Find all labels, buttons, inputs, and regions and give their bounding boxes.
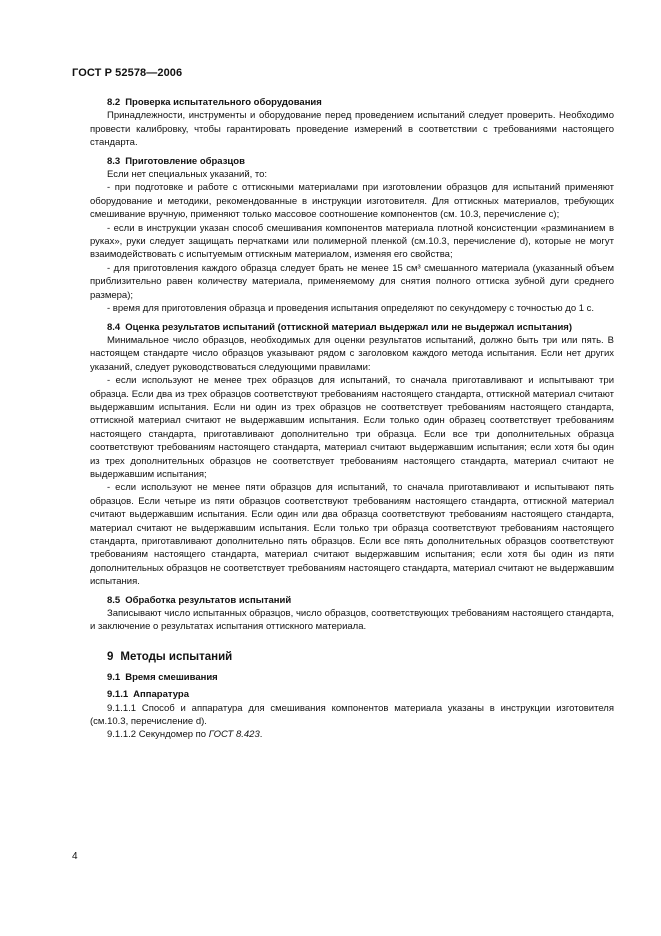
paragraph-text: 9.1.1.2 Секундомер по	[107, 729, 209, 741]
page-content	[90, 96, 614, 742]
paragraph-text: .	[259, 729, 263, 741]
paragraph: Записывают число испытанных образцов, число образцов, соответствующих требованиям настоящего стандарта, и заключение о результатах испытания оттискного материала.	[90, 608, 614, 633]
section-title: Время смешивания	[125, 671, 218, 683]
paragraph: Если нет специальных указаний, то:	[107, 169, 268, 181]
section-heading-9-1	[90, 671, 614, 684]
section-title: Оценка результатов испытаний (оттискной материал выдержал или не выдержал испытания)	[125, 321, 573, 333]
section-number: 8.3	[107, 155, 121, 167]
page-number: 4	[72, 851, 78, 862]
section-title: Проверка испытательного оборудования	[125, 97, 322, 108]
section-heading-8-2	[90, 96, 614, 109]
list-item: - для приготовления каждого образца следует брать не менее 15 см³ смешанного материала (указанный объем приблизительно равен количеству материала, применяемому для снятия полного оттиска зубной дуги среднего размера);	[90, 262, 614, 301]
section-number: 8.4	[107, 321, 121, 333]
section-title: Аппаратура	[133, 689, 189, 701]
paragraph-9-1-1-1: 9.1.1.1 Способ и аппаратура для смешивания компонентов материала указаны в инструкции изготовителя (см.10.3, перечисление d).	[90, 702, 614, 728]
list-item: - если используют не менее пяти образцов для испытаний, то сначала приготавливают и испытывают пять образцов. Если четыре из пяти образцов соответствуют требованиям настоящего стандарта, оттискной материал считают выдержавшим испытания. Если один или два образца соответствуют требованиям настоящего стандарта, материал считают не выдержавшим испытания. Если только три образца соответствуют требованиям настоящего стандарта, приготавливают дополнительно пять образцов. Если все пять дополнительных образцов соответствуют требованиям настоящего стандарта, материал считают выдержавшим испытания; если хотя бы один из пяти дополнительных образцов не соответствует требованиям настоящего стандарта, материал считают не выдержавшим испытания.	[90, 482, 614, 588]
paragraph: Принадлежности, инструменты и оборудование перед проведением испытаний следует проверить. Необходимо провести калибровку, чтобы гарантировать проведение измерений в соответствии с требованиями настоящего стандарта.	[90, 110, 614, 149]
standard-designation: ГОСТ Р 52578—2006	[72, 67, 183, 79]
section-number: 8.5	[107, 594, 121, 606]
standard-reference: ГОСТ 8.423	[208, 729, 260, 741]
section-number: 9	[107, 650, 114, 663]
section-heading-9-1-1	[90, 688, 614, 701]
paragraph-9-1-1-2	[90, 728, 614, 741]
section-heading-8-3	[90, 155, 614, 168]
section-heading-8-5	[90, 594, 614, 607]
section-number: 9.1.1	[107, 689, 129, 701]
section-number: 8.2	[107, 97, 121, 108]
section-number: 9.1	[107, 671, 121, 683]
section-heading-8-4	[90, 321, 614, 334]
section-title: Методы испытаний	[120, 650, 233, 663]
list-item: - время для приготовления образца и проведения испытания определяют по секундомеру с точностью до 1 с.	[107, 303, 595, 315]
paragraph: Минимальное число образцов, необходимых для оценки результатов испытаний, должно быть три или пять. В настоящем стандарте число образцов указывают рядом с заголовком каждого метода испытания. Если нет других указаний, следует руководствоваться следующими правилами:	[90, 334, 614, 373]
section-heading-9	[90, 650, 614, 665]
section-title: Приготовление образцов	[125, 155, 245, 167]
section-title: Обработка результатов испытаний	[125, 594, 292, 606]
list-item: - если используют не менее трех образцов для испытаний, то сначала приготавливают и испытывают три образца. Если два из трех образцов соответствуют требованиям настоящего стандарта, оттискной материал считают выдержавшим испытания. Если ни один из трех образцов не соответствует требованиям настоящего стандарта, оттискной материал считают не выдержавшим испытания. Если только один образец соответствует требованиям настоящего стандарта, приготавливают дополнительно три образца. Если все три дополнительных образца соответствуют требованиям настоящего стандарта, материал считают выдержавшим испытания; если хотя бы один из трех дополнительных образцов не соответствует требованиям настоящего стандарта, материал считают не выдержавшим испытания;	[90, 375, 614, 480]
list-item: - при подготовке и работе с оттискными материалами при изготовлении образцов для испытаний применяют оборудование и методики, рекомендованные в инструкции изготовителя. Для оттискных материалов, требующих смешивание вручную, применяют только массовое соотношение компонентов (см. 10.3, перечисление с);	[90, 182, 614, 221]
list-item: - если в инструкции указан способ смешивания компонентов материала плотной консистенции «разминанием в руках», руки следует защищать перчатками или полимерной пленкой (см.10.3, перечисление d), которые не могут взаимодействовать с испытуемым оттискным материалом, изменяя его свойства;	[90, 222, 614, 261]
